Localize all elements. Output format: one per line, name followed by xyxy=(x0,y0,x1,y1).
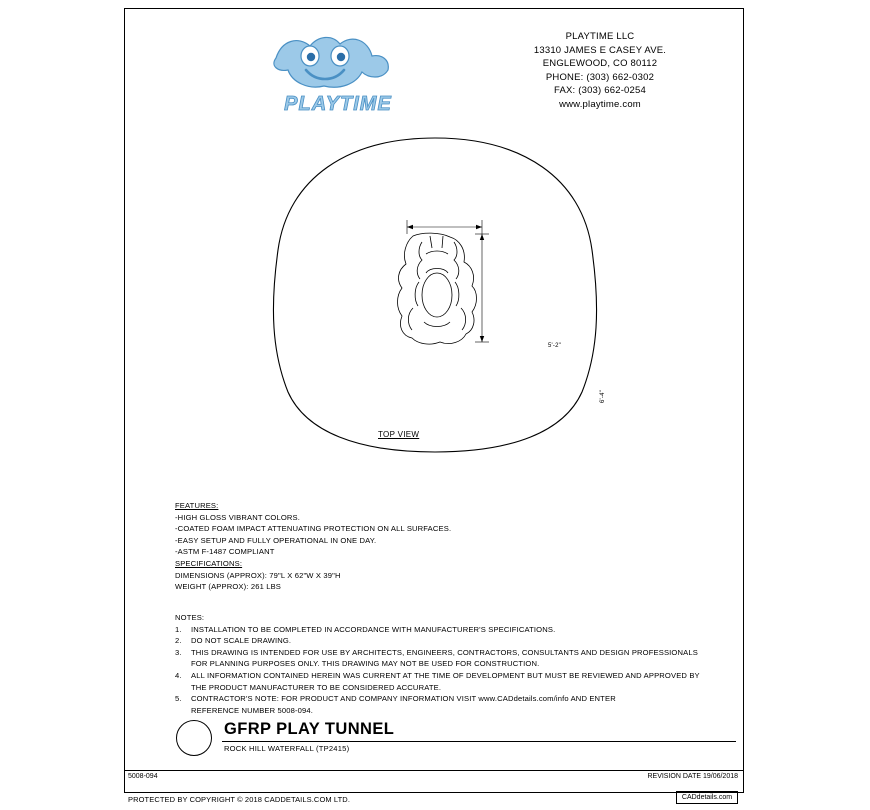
note-item xyxy=(175,624,720,636)
logo-icon xyxy=(264,30,414,120)
playtime-logo xyxy=(264,30,414,120)
revision-date: REVISION DATE 19/06/2018 xyxy=(647,773,738,780)
rock-hill-waterfall-plan xyxy=(398,233,477,344)
features-specifications-block xyxy=(175,500,715,593)
feature-item: -EASY SETUP AND FULLY OPERATIONAL IN ONE DAY. xyxy=(175,535,377,545)
copyright-notice: PROTECTED BY COPYRIGHT © 2018 CADDETAILS.COM LTD. xyxy=(128,795,351,804)
company-fax: FAX: (303) 662-0254 xyxy=(554,85,646,96)
note-text: CONTRACTOR'S NOTE: FOR PRODUCT AND COMPANY INFORMATION VISIT www.CADdetails.com/info AND ENTER xyxy=(191,694,616,704)
logo-wordmark: PLAYTIME xyxy=(284,93,392,115)
title-block xyxy=(176,718,736,760)
dimension-width-label: 5'-2" xyxy=(548,343,561,349)
company-address: 13310 JAMES E CASEY AVE. xyxy=(533,44,667,56)
safety-zone-outline xyxy=(273,138,596,452)
note-number: 2. xyxy=(175,636,182,646)
note-item xyxy=(175,670,720,682)
feature-item: -HIGH GLOSS VIBRANT COLORS. xyxy=(175,512,301,522)
company-phone: PHONE: (303) 662-0302 xyxy=(545,71,655,83)
top-view-label: TOP VIEW xyxy=(378,430,420,439)
note-subtext: FOR PLANNING PURPOSES ONLY. THIS DRAWING MAY NOT BE USED FOR CONSTRUCTION. xyxy=(191,659,540,669)
note-text: DO NOT SCALE DRAWING. xyxy=(191,636,292,646)
feature-item: -ASTM F-1487 COMPLIANT xyxy=(175,547,275,557)
detail-number: 5008-094 xyxy=(128,773,158,780)
title-divider xyxy=(222,741,736,742)
specifications-heading: SPECIFICATIONS: xyxy=(175,558,243,568)
feature-item: -COATED FOAM IMPACT ATTENUATING PROTECTION ON ALL SURFACES. xyxy=(175,524,452,534)
note-item xyxy=(175,635,720,647)
company-info-block xyxy=(470,30,730,111)
note-number: 4. xyxy=(175,670,182,680)
dimension-height-label: 6'-4" xyxy=(600,390,606,403)
top-view-drawing xyxy=(130,130,740,460)
detail-marker-circle xyxy=(176,720,212,756)
note-text: THIS DRAWING IS INTENDED FOR USE BY ARCHITECTS, ENGINEERS, CONTRACTORS, CONSULTANTS AND DESIGN PROFESSIONALS xyxy=(191,647,698,657)
top-view-svg xyxy=(130,130,740,460)
note-text: ALL INFORMATION CONTAINED HEREIN WAS CURRENT AT THE TIME OF DEVELOPMENT BUT MUST BE REVIEWED AND APPROVED BY xyxy=(191,670,700,680)
drawing-title: GFRP PLAY TUNNEL xyxy=(224,720,395,738)
company-city-state-zip: ENGLEWOOD, CO 80112 xyxy=(542,58,658,69)
specification-weight: WEIGHT (APPROX): 261 LBS xyxy=(175,582,282,592)
note-number: 1. xyxy=(175,624,182,634)
note-text: INSTALLATION TO BE COMPLETED IN ACCORDANCE WITH MANUFACTURER'S SPECIFICATIONS. xyxy=(191,624,556,634)
note-item xyxy=(175,693,720,705)
specification-dimensions: DIMENSIONS (APPROX): 79"L X 62"W X 39"H xyxy=(175,570,341,580)
notes-heading: NOTES: xyxy=(175,613,205,622)
notes-block xyxy=(175,612,720,716)
drawing-subtitle: ROCK HILL WATERFALL (TP2415) xyxy=(224,744,350,753)
company-website: www.playtime.com xyxy=(559,98,641,110)
features-heading: FEATURES: xyxy=(175,501,219,510)
note-item xyxy=(175,647,720,659)
company-name: PLAYTIME LLC xyxy=(565,31,635,42)
caddetails-badge[interactable]: CADdetails.com xyxy=(676,791,738,804)
note-subtext: THE PRODUCT MANUFACTURER TO BE CONSIDERED ACCURATE. xyxy=(191,682,442,692)
note-subtext: REFERENCE NUMBER 5008-094. xyxy=(191,705,314,715)
note-number: 5. xyxy=(175,694,182,704)
note-number: 3. xyxy=(175,647,182,657)
